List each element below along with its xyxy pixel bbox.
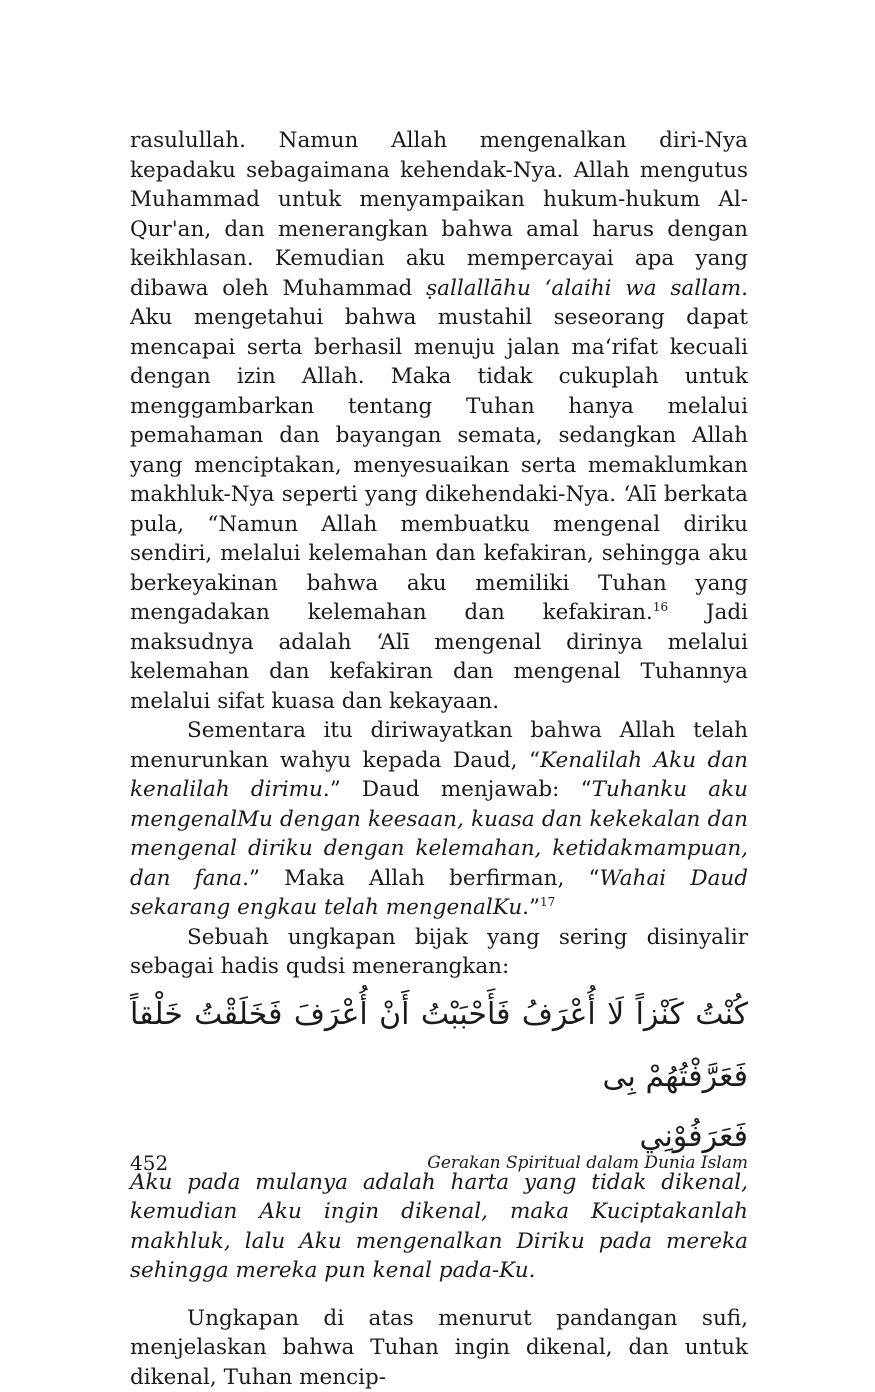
arabic-hadith-line-2: فَعَرَفُوْنِي <box>130 1108 748 1166</box>
body-paragraphs <box>130 126 748 982</box>
text-run: rasulullah. Namun Allah mengenalkan diri-Nya kepadaku sebagaimana kehendak-Nya. Allah mengutus Muhammad untuk menyampaikan hukum-hukum Al-Qur'an, dan menerangkan bahwa amal harus dengan keikhlasan. Kemudian aku mempercayai apa yang dibawa oleh Muhammad <box>130 128 748 301</box>
arabic-hadith-line-1: كُنْتُ كَنْزاً لَا أُعْرَفُ فَأَحْبَبْتُ أَنْ أُعْرَفَ فَخَلَقْتُ خَلْقاً فَعَرَّفْتُهُمْ بِى <box>130 984 748 1108</box>
italic-phrase: ṣallallāhu ‘alaihi wa sallam <box>426 276 741 301</box>
text-run: Sementara itu diriwayatkan bahwa Allah telah menurunkan wahyu kepada Daud, “ <box>130 718 748 773</box>
page-number: 452 <box>130 1151 168 1175</box>
paragraph-3 <box>130 923 748 982</box>
paragraph-1 <box>130 126 748 716</box>
closing-paragraph: Ungkapan di atas menurut pandangan sufi, menjelaskan bahwa Tuhan ingin dikenal, dan untuk dikenal, Tuhan mencip- <box>130 1304 748 1392</box>
text-run: . Aku mengetahui bahwa mustahil seseorang dapat mencapai serta berhasil menuju jalan ma‘rifat kecuali dengan izin Allah. Maka tidak cukuplah untuk menggambarkan tentang Tuhan hanya melalui pemahaman dan bayangan semata, sedangkan Allah yang menciptakan, menyesuaikan serta memaklumkan makhluk-Nya seperti yang dikehendaki-Nya. ‘Alī berkata pula, “Namun Allah membuatku mengenal diriku sendiri, melalui kelemahan dan kefakiran, sehingga aku berkeyakinan bahwa aku memiliki Tuhan yang mengadakan kelemahan dan kefakiran. <box>130 276 748 626</box>
hadith-translation: Aku pada mulanya adalah harta yang tidak dikenal, kemudian Aku ingin dikenal, maka Kuciptakanlah makhluk, lalu Aku mengenalkan Diriku pada mereka sehingga mereka pun kenal pada-Ku. <box>130 1168 748 1286</box>
page-footer <box>130 1151 748 1175</box>
footnote-ref: 17 <box>540 895 555 909</box>
text-run: Jadi maksudnya adalah ‘Alī mengenal dirinya melalui kelemahan dan kefakiran dan mengenal Tuhannya melalui sifat kuasa dan kekayaan. <box>130 600 748 714</box>
italic-phrase: Kenalilah Aku dan kenalilah dirimu <box>130 748 748 803</box>
italic-phrase: Wahai Daud sekarang engkau telah mengenalKu <box>130 866 748 921</box>
text-run: .” Daud menjawab: “ <box>323 777 592 802</box>
page-body <box>130 126 748 1392</box>
text-run: .” <box>522 895 540 920</box>
italic-phrase: Tuhanku aku mengenalMu dengan keesaan, kuasa dan kekekalan dan mengenal diriku dengan kelemahan, ketidakmampuan, dan fana <box>130 777 748 891</box>
paragraph-2 <box>130 716 748 923</box>
text-run: .” Maka Allah berfirman, “ <box>242 866 599 891</box>
footnote-ref: 16 <box>653 600 668 614</box>
text-run: Sebuah ungkapan bijak yang sering disinyalir sebagai hadis qudsi menerangkan: <box>130 925 748 980</box>
running-title: Gerakan Spiritual dalam Dunia Islam <box>427 1153 748 1173</box>
